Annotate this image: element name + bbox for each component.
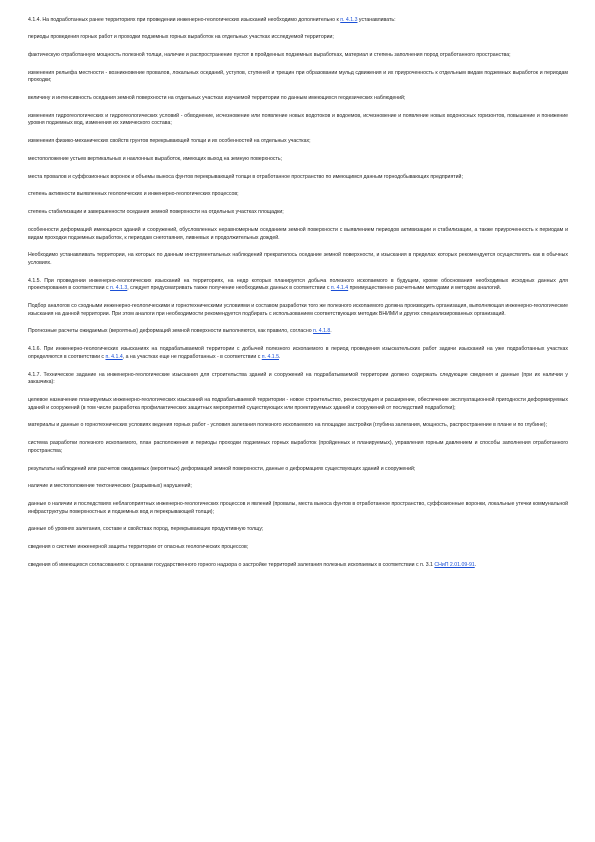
- link-p-4-1-3[interactable]: п. 4.1.3: [340, 17, 358, 23]
- paragraph: Подбор аналогов со сходными инженерно-геологическими и горнотехническими условиями и составом разработки того же полезного ископаемого должна производить организация, выполняющая инженерно-геологические изыскания на данной территории. При этом аналоги при необходимости рекомендуется подбирать с использованием соответствующих методик ВНИМИ и других специализированных организаций.: [28, 303, 568, 317]
- paragraph-4-1-4: 4.1.4. На подработанных ранее территориях при проведении инженерно-геологических изысканий необходимо дополнительно к п. 4.1.3 устанавливать:: [28, 17, 396, 23]
- paragraph: изменения физико-механических свойств грунтов перекрывающей толщи и их особенностей на отдельных участках;: [28, 138, 311, 145]
- paragraph: данные о наличии и последствиях неблагоприятных инженерно-геологических процессов и явлений (провалы, места выноса фунтов в отработанное пространство, суффозионные воронки, локальные утечки коммунальной инфраструктуры поверхностных и подземных вод и перекрывающей толщи);: [28, 501, 568, 515]
- paragraph: периоды проведения горных работ и проходки подземных горных выработок на отдельных участках исследуемой территории;: [28, 33, 334, 40]
- link-p-4-1-8[interactable]: п. 4.1.8: [313, 328, 331, 335]
- paragraph: материалы и данные о горнотехнических условиях ведения горных работ - условия залегания полезного ископаемого на площадке застройки (глубина залегания, мощность, распространение в плане и по глубине);: [28, 422, 547, 429]
- paragraph: величину и интенсивность оседания земной поверхности на отдельных участках изучаемой территории по данным имеющихся геодезических наблюдений;: [28, 94, 406, 101]
- paragraph: степень активности выявленных геологических и инженерно-геологических процессов;: [28, 191, 239, 198]
- paragraph: сведения об имеющихся согласованиях с органами государственного горного надзора о застройке территорий залегания полезных ископаемых в соответствии с п. 3.1 СНиП 2.01.09-91.: [28, 562, 477, 569]
- link-snip-2-01-09-91[interactable]: СНиП 2.01.09-91: [434, 562, 475, 569]
- paragraph: фактическую отработанную мощность полезной толщи, наличие и распространение пустот в пройденных подземных выработках, материал и степень заполнения пород отработанного пространства;: [28, 51, 511, 58]
- paragraph: степень стабилизации и завершенности оседания земной поверхности на отдельных участках площадки;: [28, 209, 284, 216]
- paragraph: изменения рельефа местности - возникновение провалов, локальных оседаний, уступов, ступеней и трещин при образовании мульд сдвижения и их приуроченность к отдельным видам подземных выработок и периодам проходки;: [28, 69, 568, 84]
- paragraph: целевое назначение планируемых инженерно-геологических изысканий на подрабатываемой территории - новое строительство, реконструкция и расширение, обеспечение эксплуатационной пригодности деформируемых зданий и сооружений (в том числе разработка профилактических защитных мероприятий существующих или проектируемых зданий и сооружений от последствий подработки);: [28, 397, 568, 411]
- link-p-4-1-5[interactable]: п. 4.1.5: [261, 353, 279, 360]
- link-p-4-1-4[interactable]: п. 4.1.4: [105, 353, 123, 360]
- paragraph: наличие и местоположение тектонических (разрывных) нарушений;: [28, 483, 192, 490]
- paragraph: система разработки полезного ископаемого, план расположения и периоды проходки подземных горных выработок (пройденных и планируемых), управления горным давлением и способы заполнения отработанного пространства;: [28, 440, 568, 454]
- paragraph: места провалов и суффозионных воронок и объемы выноса фунтов перекрывающей толщи в отработанное пространство по имеющимся данным горнодобывающих предприятий;: [28, 173, 463, 180]
- paragraph-4-1-5: 4.1.5. При проведении инженерно-геологических изысканий на территориях, на недр которых планируется добыча полезного ископаемого в будущем, кроме обоснования необходимых исходных данных для проектирования в соответствии с п. 4.1.3, следует предусматривать также получение необходимых данных в соответствии с п. 4.1.4 преимущественно расчетными методами и методом аналогий.: [28, 277, 568, 292]
- paragraph: данные об уровнях залегания, составе и свойствах пород, перекрывающих продуктивную толщу;: [28, 526, 264, 533]
- paragraph-4-1-7: 4.1.7. Техническое задание на инженерно-геологические изыскания для строительства зданий и сооружений на подрабатываемой территории должно содержать следующие сведения и данные (при их наличии у заказчика):: [28, 371, 568, 386]
- link-p-4-1-4[interactable]: п. 4.1.4: [330, 285, 349, 292]
- paragraph-4-1-6: 4.1.6. При инженерно-геологических изысканиях на подрабатываемой территории с добычей полезного ископаемого в период проведения изыскательских работ задачи изысканий на уже подработанных участках определяются в соответствии с п. 4.1.4, а на участках еще не подработанных - в соответствии с п. 4.1.5.: [28, 346, 568, 360]
- paragraph: особенности деформаций имеющихся зданий и сооружений, обусловленных неравномерным оседанием земной поверхности с выявлением периодов активизации и стабилизации, а также приуроченность к периодам и видам проходки подземных выработок, к периодам снеготаяния, ливневых и продолжительных дождей.: [28, 226, 568, 241]
- paragraph: Прогнозные расчеты ожидаемых (вероятных) деформаций земной поверхности выполняются, как правило, согласно п. 4.1.8.: [28, 328, 332, 335]
- document-page: [28, 17, 568, 580]
- paragraph: местоположение устьев вертикальных и наклонных выработок, имеющих выход на земную поверхность;: [28, 155, 282, 162]
- paragraph: Необходимо устанавливать территории, на которых по данным инструментальных наблюдений прекратилось оседание земной поверхности, и изыскания в пределах которых рекомендуется осуществлять как в обычных условиях.: [28, 252, 568, 266]
- paragraph: результаты наблюдений или расчетов ожидаемых (вероятных) деформаций земной поверхности, данные о деформациях существующих зданий и сооружений;: [28, 465, 416, 472]
- paragraph: сведения о системе инженерной защиты территории от опасных геологических процессов;: [28, 544, 249, 551]
- link-p-4-1-3[interactable]: п. 4.1.3: [110, 285, 128, 292]
- paragraph: изменения гидрогеологических и гидрогеологических условий - обводнение, исчезновение или появление новых водотоков и водоемов, исчезновение и появление новых водоносных горизонтов, повышение и понижение уровня подземных вод, изменения их химического состава;: [28, 112, 568, 127]
